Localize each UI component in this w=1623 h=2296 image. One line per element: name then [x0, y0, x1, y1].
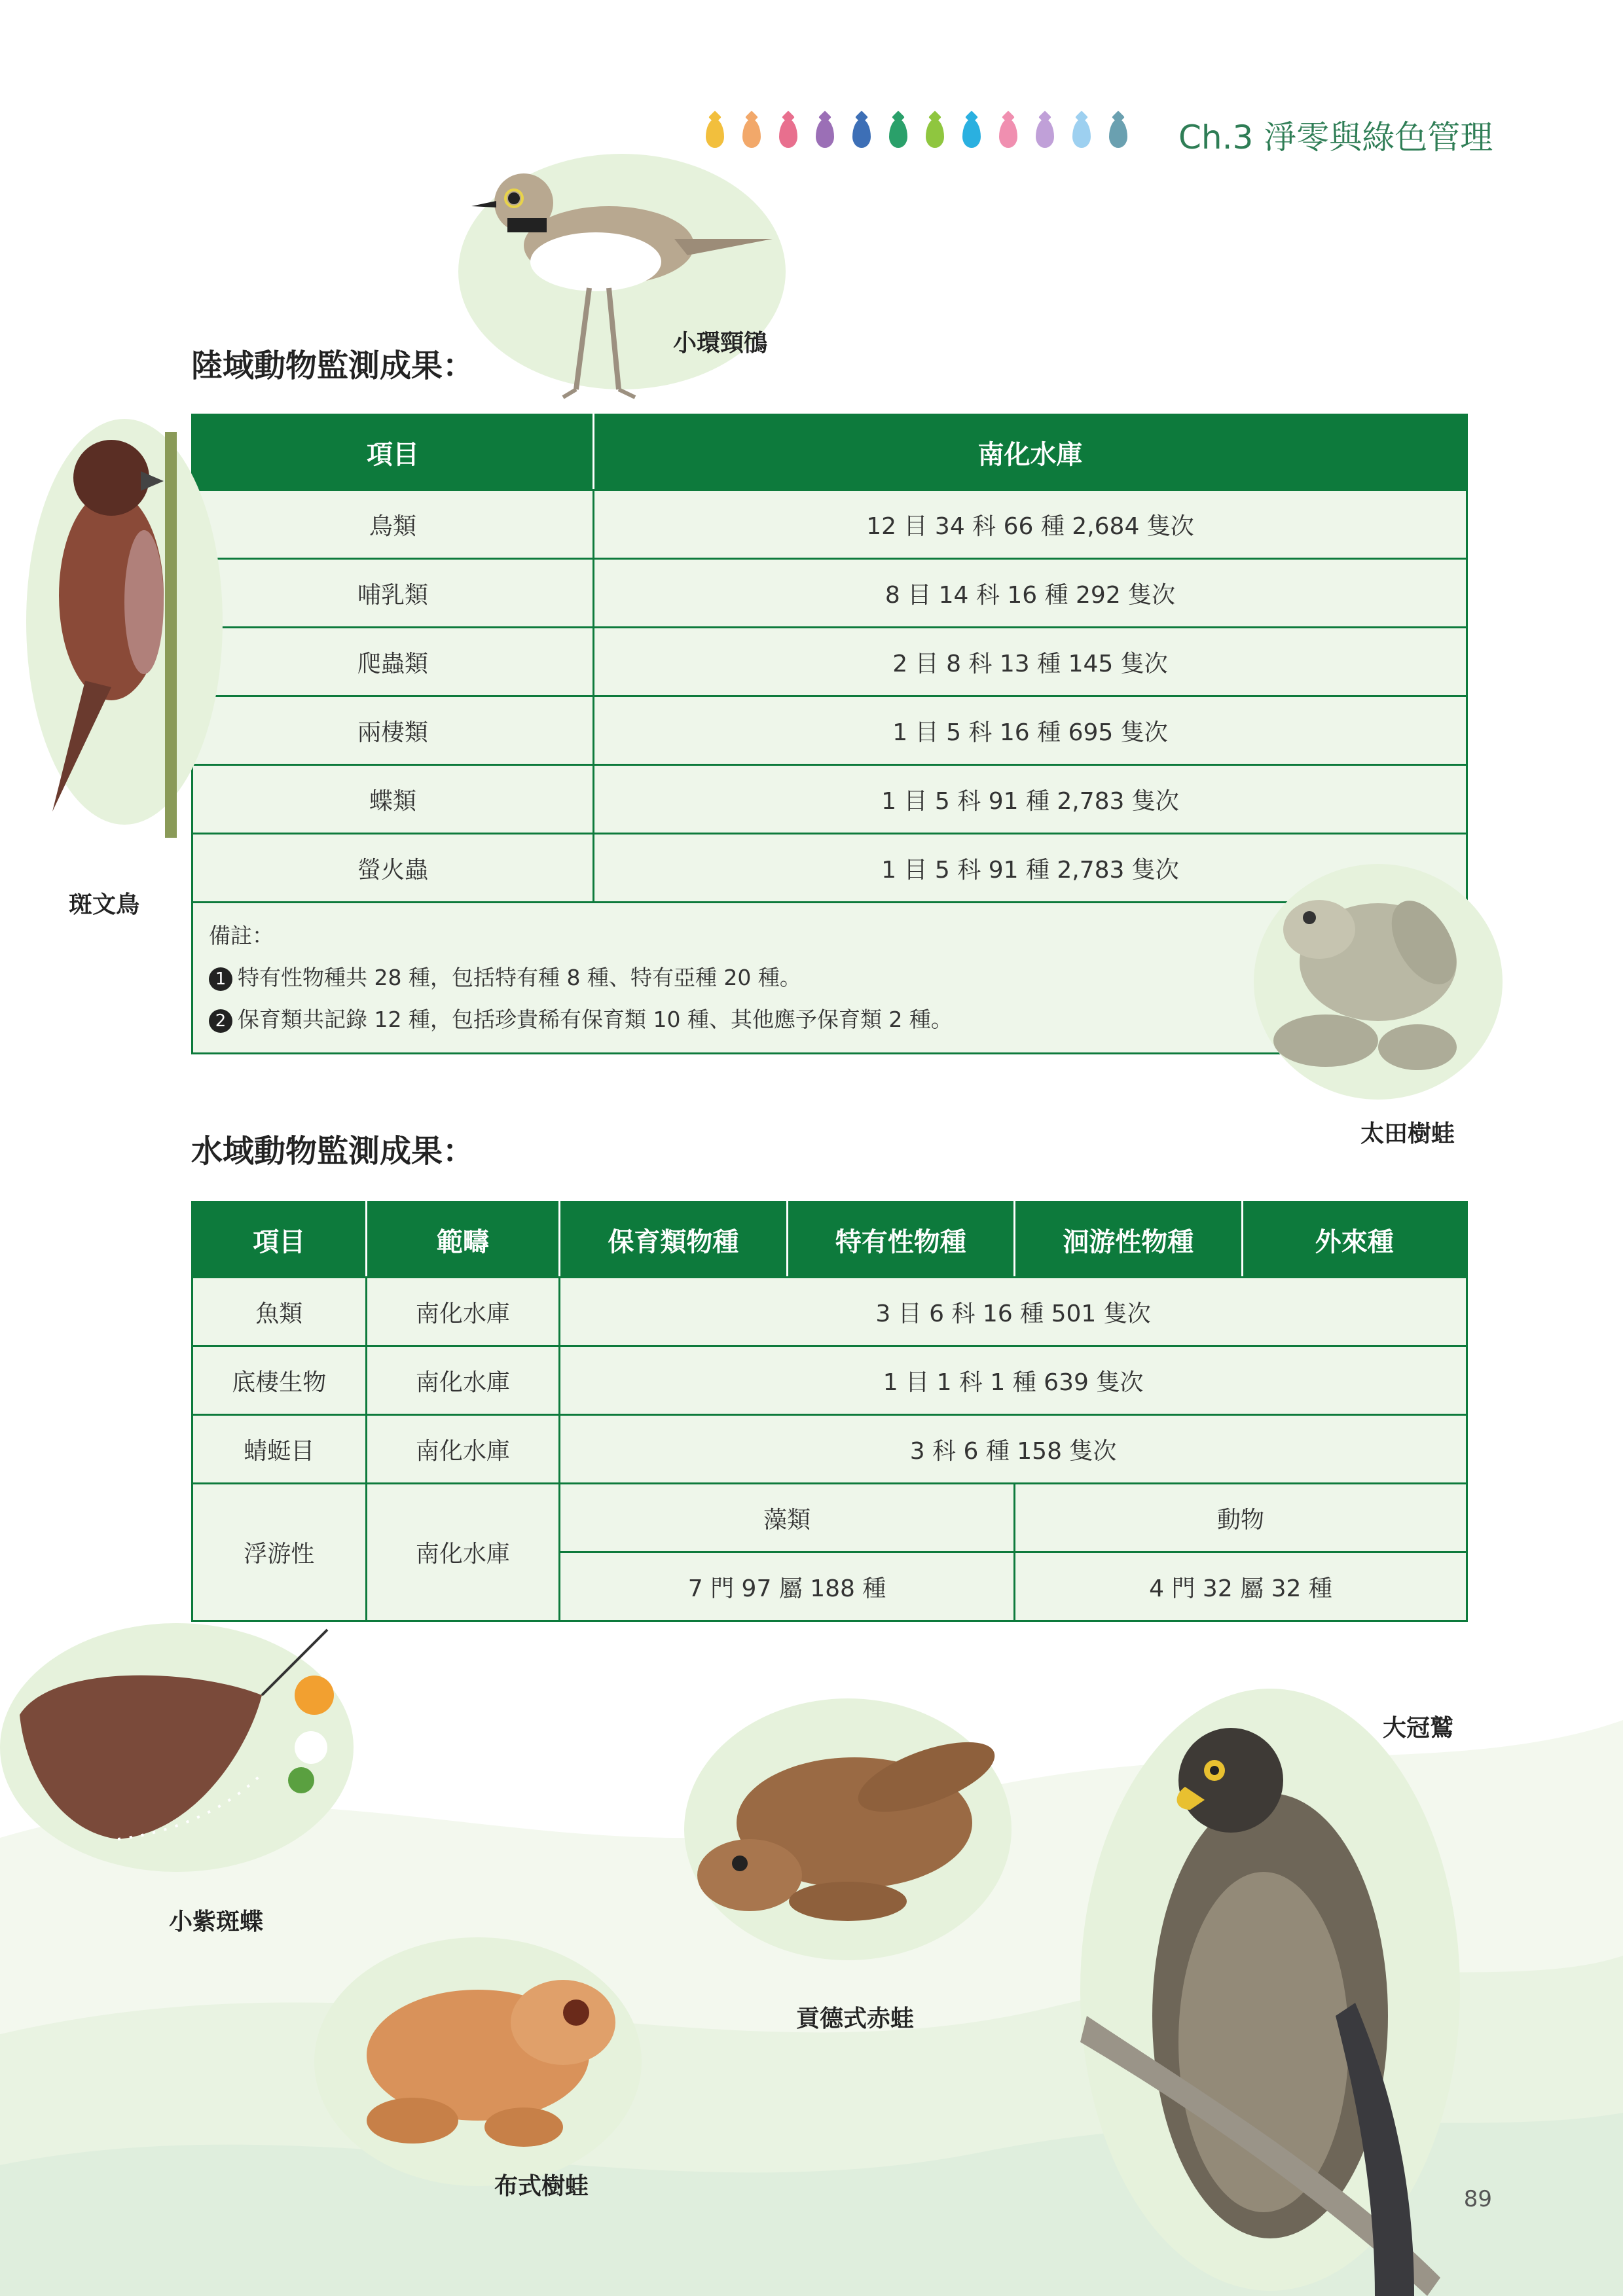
- row-item: 蝶類: [192, 765, 594, 834]
- note-title: 備註：: [209, 923, 274, 948]
- taiwan-treefrog-caption: 太田樹蛙: [1360, 1121, 1455, 1147]
- header-endemic: 特有性物種: [787, 1202, 1014, 1278]
- row-item: 哺乳類: [192, 559, 594, 628]
- table-header-row: [192, 415, 1467, 490]
- drop-icon: [999, 119, 1017, 148]
- animal-value: 4 門 32 屬 32 種: [1015, 1552, 1467, 1621]
- header-protected: 保育類物種: [560, 1202, 787, 1278]
- row-value: 3 目 6 科 16 種 501 隻次: [560, 1278, 1467, 1346]
- drop-icon: [1072, 119, 1091, 148]
- row-item: 鳥類: [192, 490, 594, 559]
- header-migratory: 洄游性物種: [1015, 1202, 1242, 1278]
- plover-illustration: [445, 141, 799, 422]
- drop-icon: [1036, 119, 1054, 148]
- row-item: 爬蟲類: [192, 628, 594, 696]
- row-scope: 南化水庫: [366, 1278, 560, 1346]
- table-row: [192, 1484, 1467, 1552]
- drop-icon: [889, 119, 907, 148]
- plover-caption: 小環頸鴴: [673, 330, 768, 357]
- row-value: 12 目 34 科 66 種 2,684 隻次: [594, 490, 1467, 559]
- row-value: 1 目 5 科 91 種 2,783 隻次: [594, 765, 1467, 834]
- chapter-title: Ch.3 淨零與綠色管理: [1178, 118, 1493, 156]
- drop-icon: [1109, 119, 1127, 148]
- algae-value: 7 門 97 屬 188 種: [560, 1552, 1015, 1621]
- algae-label: 藻類: [560, 1484, 1015, 1552]
- drop-icon: [852, 119, 871, 148]
- table-row: [192, 1415, 1467, 1484]
- table-row: [192, 1278, 1467, 1346]
- note-line-2: 2 保育類共記錄 12 種，包括珍貴稀有保育類 10 種、其他應予保育類 2 種。: [209, 999, 1450, 1041]
- row-scope: 南化水庫: [366, 1346, 560, 1415]
- row-item: 浮游性: [192, 1484, 367, 1621]
- row-value: 1 目 5 科 91 種 2,783 隻次: [594, 834, 1467, 903]
- row-value: 3 科 6 種 158 隻次: [560, 1415, 1467, 1484]
- row-item: 魚類: [192, 1278, 367, 1346]
- terrestrial-title: 陸域動物監測成果：: [191, 348, 475, 384]
- buerger-treefrog-illustration: [308, 1931, 648, 2193]
- table-row: [192, 559, 1467, 628]
- table-header-row: [192, 1202, 1467, 1278]
- butterfly-caption: 小紫斑蝶: [169, 1909, 264, 1935]
- number-1-badge: 1: [209, 967, 232, 991]
- table-row: [192, 765, 1467, 834]
- header-item: 項目: [192, 1202, 367, 1278]
- number-2-badge: 2: [209, 1009, 232, 1033]
- aquatic-title: 水域動物監測成果：: [191, 1133, 475, 1170]
- header-alien: 外來種: [1242, 1202, 1467, 1278]
- buerger-treefrog-caption: 布式樹蛙: [494, 2173, 589, 2200]
- row-scope: 南化水庫: [366, 1484, 560, 1621]
- row-value: 2 目 8 科 13 種 145 隻次: [594, 628, 1467, 696]
- row-value: 1 目 1 科 1 種 639 隻次: [560, 1346, 1467, 1415]
- drop-icon: [926, 119, 944, 148]
- animal-label: 動物: [1015, 1484, 1467, 1552]
- swinhoe-frog-illustration: [678, 1692, 1018, 1967]
- table-row: [192, 628, 1467, 696]
- note-line-1: 1 特有性物種共 28 種，包括特有種 8 種、特有亞種 20 種。: [209, 957, 1450, 999]
- row-item: 底棲生物: [192, 1346, 367, 1415]
- row-item: 螢火蟲: [192, 834, 594, 903]
- munia-caption: 斑文鳥: [69, 891, 140, 918]
- row-item: 蜻蜓目: [192, 1415, 367, 1484]
- row-value: 8 目 14 科 16 種 292 隻次: [594, 559, 1467, 628]
- drop-icon: [962, 119, 981, 148]
- header-item: 項目: [192, 415, 594, 490]
- header-nanhua: 南化水庫: [594, 415, 1467, 490]
- drop-icon: [816, 119, 834, 148]
- table-row: [192, 1346, 1467, 1415]
- eagle-illustration: [1074, 1676, 1467, 2296]
- table-row: [192, 490, 1467, 559]
- eagle-caption: 大冠鷲: [1383, 1715, 1454, 1742]
- butterfly-illustration: [0, 1617, 367, 1878]
- header-scope: 範疇: [366, 1202, 560, 1278]
- table-row: [192, 696, 1467, 765]
- row-item: 兩棲類: [192, 696, 594, 765]
- munia-illustration: [13, 406, 229, 864]
- page-number: 89: [1463, 2186, 1492, 2212]
- row-value: 1 目 5 科 16 種 695 隻次: [594, 696, 1467, 765]
- swinhoe-frog-caption: 貢德式赤蛙: [796, 2005, 915, 2032]
- row-scope: 南化水庫: [366, 1415, 560, 1484]
- taiwan-treefrog-illustration: [1247, 844, 1509, 1106]
- aquatic-table: [191, 1201, 1468, 1622]
